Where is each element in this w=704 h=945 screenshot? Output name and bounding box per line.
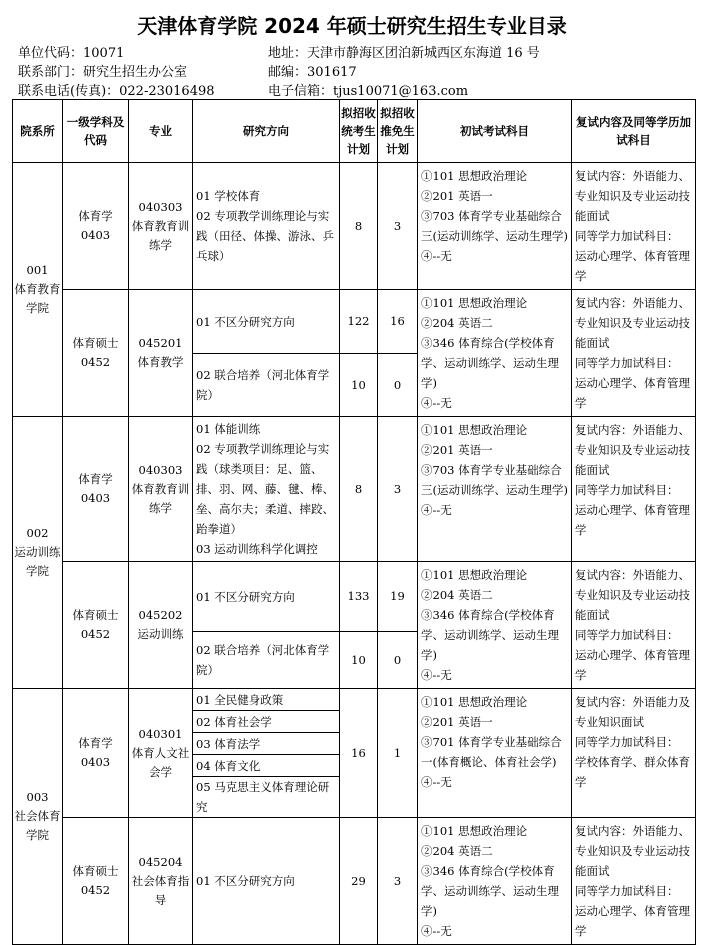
discipline-line: 0452 — [80, 355, 111, 369]
direction-cell — [193, 733, 340, 755]
exam-line: ①101 思想政治理论 — [421, 296, 528, 310]
major-line: 体育人文社会学 — [131, 745, 190, 779]
major-line: 045202 — [138, 608, 183, 622]
page-title: 天津体育学院 2024 年硕士研究生招生专业目录 — [137, 14, 567, 38]
major-line: 045201 — [138, 336, 183, 350]
plan-cell: 122 — [340, 290, 378, 354]
exam-cell — [418, 818, 572, 945]
header-major: 专业 — [129, 100, 193, 163]
exam-line: ②204 英语二 — [421, 588, 493, 602]
exam-line: ①101 思想政治理论 — [421, 423, 528, 437]
direction-line: 01 体能训练 — [196, 422, 261, 436]
retest-line: 运动心理学、体育管理学 — [575, 249, 690, 283]
retest-line: 运动心理学、体育管理学 — [575, 648, 690, 682]
discipline-line: 体育学 — [78, 209, 113, 223]
retest-line: 运动心理学、体育管理学 — [575, 376, 690, 410]
retest-line: 学校体育学、群众体育学 — [575, 755, 690, 789]
exam-line: ③703 体育学专业基础综合三(运动训练学、运动生理学) — [421, 463, 568, 497]
college-name-line: 002 — [26, 526, 49, 540]
retest-line: 同等学力加试科目： — [575, 884, 679, 898]
exam-line: ①101 思想政治理论 — [421, 695, 528, 709]
retest-line: 同等学力加试科目： — [575, 483, 679, 497]
plan-cell: 16 — [340, 689, 378, 818]
exam-line: ①101 思想政治理论 — [421, 169, 528, 183]
exam-line: ②201 英语一 — [421, 189, 493, 203]
direction-line: 01 不区分研究方向 — [196, 314, 295, 329]
major-cell — [129, 417, 193, 562]
discipline-line: 体育学 — [78, 736, 113, 750]
retest-line: 同等学力加试科目： — [575, 356, 679, 370]
direction-cell — [193, 711, 340, 733]
exam-line: ④--无 — [421, 249, 452, 263]
retest-line: 同等学力加试科目： — [575, 628, 679, 642]
retest-cell — [572, 689, 696, 818]
discipline-line: 0403 — [80, 755, 111, 769]
direction-cell — [193, 290, 340, 354]
discipline-line: 体育硕士 — [72, 608, 119, 622]
discipline-line: 0403 — [80, 228, 111, 242]
major-line: 040303 — [138, 462, 183, 477]
retest-cell — [572, 562, 696, 689]
plan-cell: 10 — [340, 354, 378, 417]
exam-line: ③346 体育综合(学校体育学、运动训练学、运动生理学) — [421, 864, 559, 918]
discipline-line: 0403 — [80, 491, 111, 505]
college-name-line: 001 — [26, 263, 49, 277]
direction-cell — [193, 163, 340, 290]
address: 地址：天津市静海区团泊新城西区东海道 16 号 — [268, 46, 540, 61]
discipline-line: 体育硕士 — [72, 336, 119, 350]
catalog-table — [12, 99, 696, 945]
major-cell — [129, 818, 193, 945]
header-discipline: 一级学科及代码 — [63, 100, 129, 163]
major-cell — [129, 163, 193, 290]
exempt-cell: 0 — [378, 354, 418, 417]
exempt-cell: 16 — [378, 290, 418, 354]
exempt-cell: 3 — [378, 818, 418, 945]
exam-line: ③346 体育综合(学校体育学、运动训练学、运动生理学) — [421, 336, 559, 390]
direction-line: 05 马克思主义体育理论研究 — [196, 780, 330, 814]
retest-cell — [572, 163, 696, 290]
exempt-cell: 0 — [378, 632, 418, 689]
discipline-line: 体育硕士 — [72, 864, 119, 878]
direction-cell — [193, 632, 340, 689]
major-line: 040301 — [138, 726, 183, 741]
exam-line: ③346 体育综合(学校体育学、运动训练学、运动生理学) — [421, 608, 559, 662]
header-row — [13, 100, 696, 163]
header-college: 院系所 — [13, 100, 63, 163]
exam-line: ②204 英语二 — [421, 316, 493, 330]
exam-line: ④--无 — [421, 396, 452, 410]
direction-cell — [193, 689, 340, 711]
exam-cell — [418, 290, 572, 417]
header-exam: 初试考试科目 — [418, 100, 572, 163]
major-line: 社会体育指导 — [131, 873, 190, 907]
retest-line: 运动心理学、体育管理学 — [575, 904, 690, 938]
direction-line: 03 体育法学 — [196, 736, 261, 751]
direction-line: 02 专项教学训练理论与实践（球类项目：足、篮、排、羽、网、藤、毽、棒、垒、高尔夫；柔道、摔跤、跆拳道） — [196, 442, 334, 536]
college-name — [13, 689, 63, 945]
direction-line: 01 不区分研究方向 — [196, 589, 295, 604]
discipline-cell — [63, 290, 129, 417]
direction-cell — [193, 562, 340, 632]
college-name-line: 运动训练学院 — [14, 545, 61, 578]
plan-cell: 29 — [340, 818, 378, 945]
direction-cell — [193, 417, 340, 562]
retest-line: 复试内容：外语能力及专业知识面试 — [575, 695, 690, 729]
exam-line: ④--无 — [421, 924, 452, 938]
exempt-cell: 19 — [378, 562, 418, 632]
exam-cell — [418, 689, 572, 818]
direction-cell — [193, 818, 340, 945]
college-name — [13, 163, 63, 417]
retest-cell — [572, 417, 696, 562]
discipline-cell — [63, 562, 129, 689]
major-line: 运动训练 — [137, 627, 184, 641]
header-retest: 复试内容及同等学历加试科目 — [572, 100, 696, 163]
table-row — [13, 417, 696, 562]
exam-line: ②204 英语二 — [421, 844, 493, 858]
retest-cell — [572, 818, 696, 945]
plan-cell: 8 — [340, 417, 378, 562]
retest-line: 复试内容：外语能力、专业知识及专业运动技能面试 — [575, 824, 690, 878]
college-name — [13, 417, 63, 689]
exam-line: ④--无 — [421, 668, 452, 682]
exempt-cell: 3 — [378, 163, 418, 290]
direction-cell — [193, 354, 340, 417]
plan-cell: 133 — [340, 562, 378, 632]
major-cell — [129, 562, 193, 689]
exam-line: ③703 体育学专业基础综合三(运动训练学、运动生理学) — [421, 209, 568, 243]
unit-code: 单位代码：10071 — [18, 46, 125, 61]
direction-line: 02 专项教学训练理论与实践（田径、体操、游泳、乒乓球） — [196, 209, 334, 263]
retest-line: 复试内容：外语能力、专业知识及专业运动技能面试 — [575, 296, 690, 350]
header-direction: 研究方向 — [193, 100, 340, 163]
retest-line: 运动心理学、体育管理学 — [575, 503, 690, 537]
retest-line: 复试内容：外语能力、专业知识及专业运动技能面试 — [575, 423, 690, 477]
email: 电子信箱：tjus10071@163.com — [268, 84, 469, 99]
table-row — [13, 562, 696, 632]
major-line: 体育教育训练学 — [131, 218, 190, 252]
college-name-line: 体育教育学院 — [14, 282, 61, 315]
postcode: 邮编：301617 — [268, 65, 357, 80]
retest-line: 同等学力加试科目： — [575, 229, 679, 243]
exam-line: ②201 英语一 — [421, 443, 493, 457]
discipline-line: 0452 — [80, 883, 111, 897]
exam-line: ①101 思想政治理论 — [421, 824, 528, 838]
exam-cell — [418, 163, 572, 290]
college-name-line: 社会体育学院 — [14, 809, 61, 842]
exempt-cell: 1 — [378, 689, 418, 818]
table-row — [13, 163, 696, 290]
major-cell — [129, 290, 193, 417]
table-row — [13, 689, 696, 711]
plan-cell: 8 — [340, 163, 378, 290]
contact-department: 联系部门：研究生招生办公室 — [18, 65, 188, 80]
major-line: 045204 — [138, 854, 183, 869]
direction-line: 02 联合培养（河北体育学院） — [196, 643, 330, 677]
direction-line: 02 联合培养（河北体育学院） — [196, 368, 330, 403]
exam-cell — [418, 417, 572, 562]
retest-line: 同等学力加试科目： — [575, 735, 679, 749]
direction-line: 02 体育社会学 — [196, 714, 272, 729]
exam-cell — [418, 562, 572, 689]
table-row — [13, 818, 696, 945]
contact-phone: 联系电话(传真)：022-23016498 — [18, 84, 215, 99]
retest-line: 复试内容：外语能力、专业知识及专业运动技能面试 — [575, 568, 690, 622]
direction-cell — [193, 755, 340, 777]
direction-line: 01 不区分研究方向 — [196, 874, 295, 888]
major-cell — [129, 689, 193, 818]
exam-line: ③701 体育学专业基础综合一(体育概论、体育社会学) ④--无 — [421, 735, 562, 789]
college-name-line: 003 — [26, 790, 49, 804]
direction-line: 01 全民健身政策 — [196, 692, 284, 707]
direction-cell — [193, 777, 340, 818]
discipline-cell — [63, 689, 129, 818]
discipline-cell — [63, 163, 129, 290]
discipline-line: 0452 — [80, 627, 111, 641]
major-line: 040303 — [138, 199, 183, 214]
direction-line: 01 学校体育 — [196, 189, 261, 203]
header-plan: 拟招收统考生计划 — [340, 100, 378, 163]
discipline-line: 体育学 — [78, 472, 113, 486]
direction-line: 04 体育文化 — [196, 758, 261, 773]
plan-cell: 10 — [340, 632, 378, 689]
retest-line: 复试内容：外语能力、专业知识及专业运动技能面试 — [575, 169, 690, 223]
table-row — [13, 290, 696, 354]
major-line: 体育教学 — [137, 355, 184, 369]
header-exempt: 拟招收推免生计划 — [378, 100, 418, 163]
exam-line: ②201 英语一 — [421, 715, 493, 729]
discipline-cell — [63, 417, 129, 562]
retest-cell — [572, 290, 696, 417]
exam-line: ①101 思想政治理论 — [421, 568, 528, 582]
exempt-cell: 3 — [378, 417, 418, 562]
exam-line: ④--无 — [421, 503, 452, 517]
major-line: 体育教育训练学 — [131, 481, 190, 515]
direction-line: 03 运动训练科学化调控 — [196, 542, 318, 556]
discipline-cell — [63, 818, 129, 945]
